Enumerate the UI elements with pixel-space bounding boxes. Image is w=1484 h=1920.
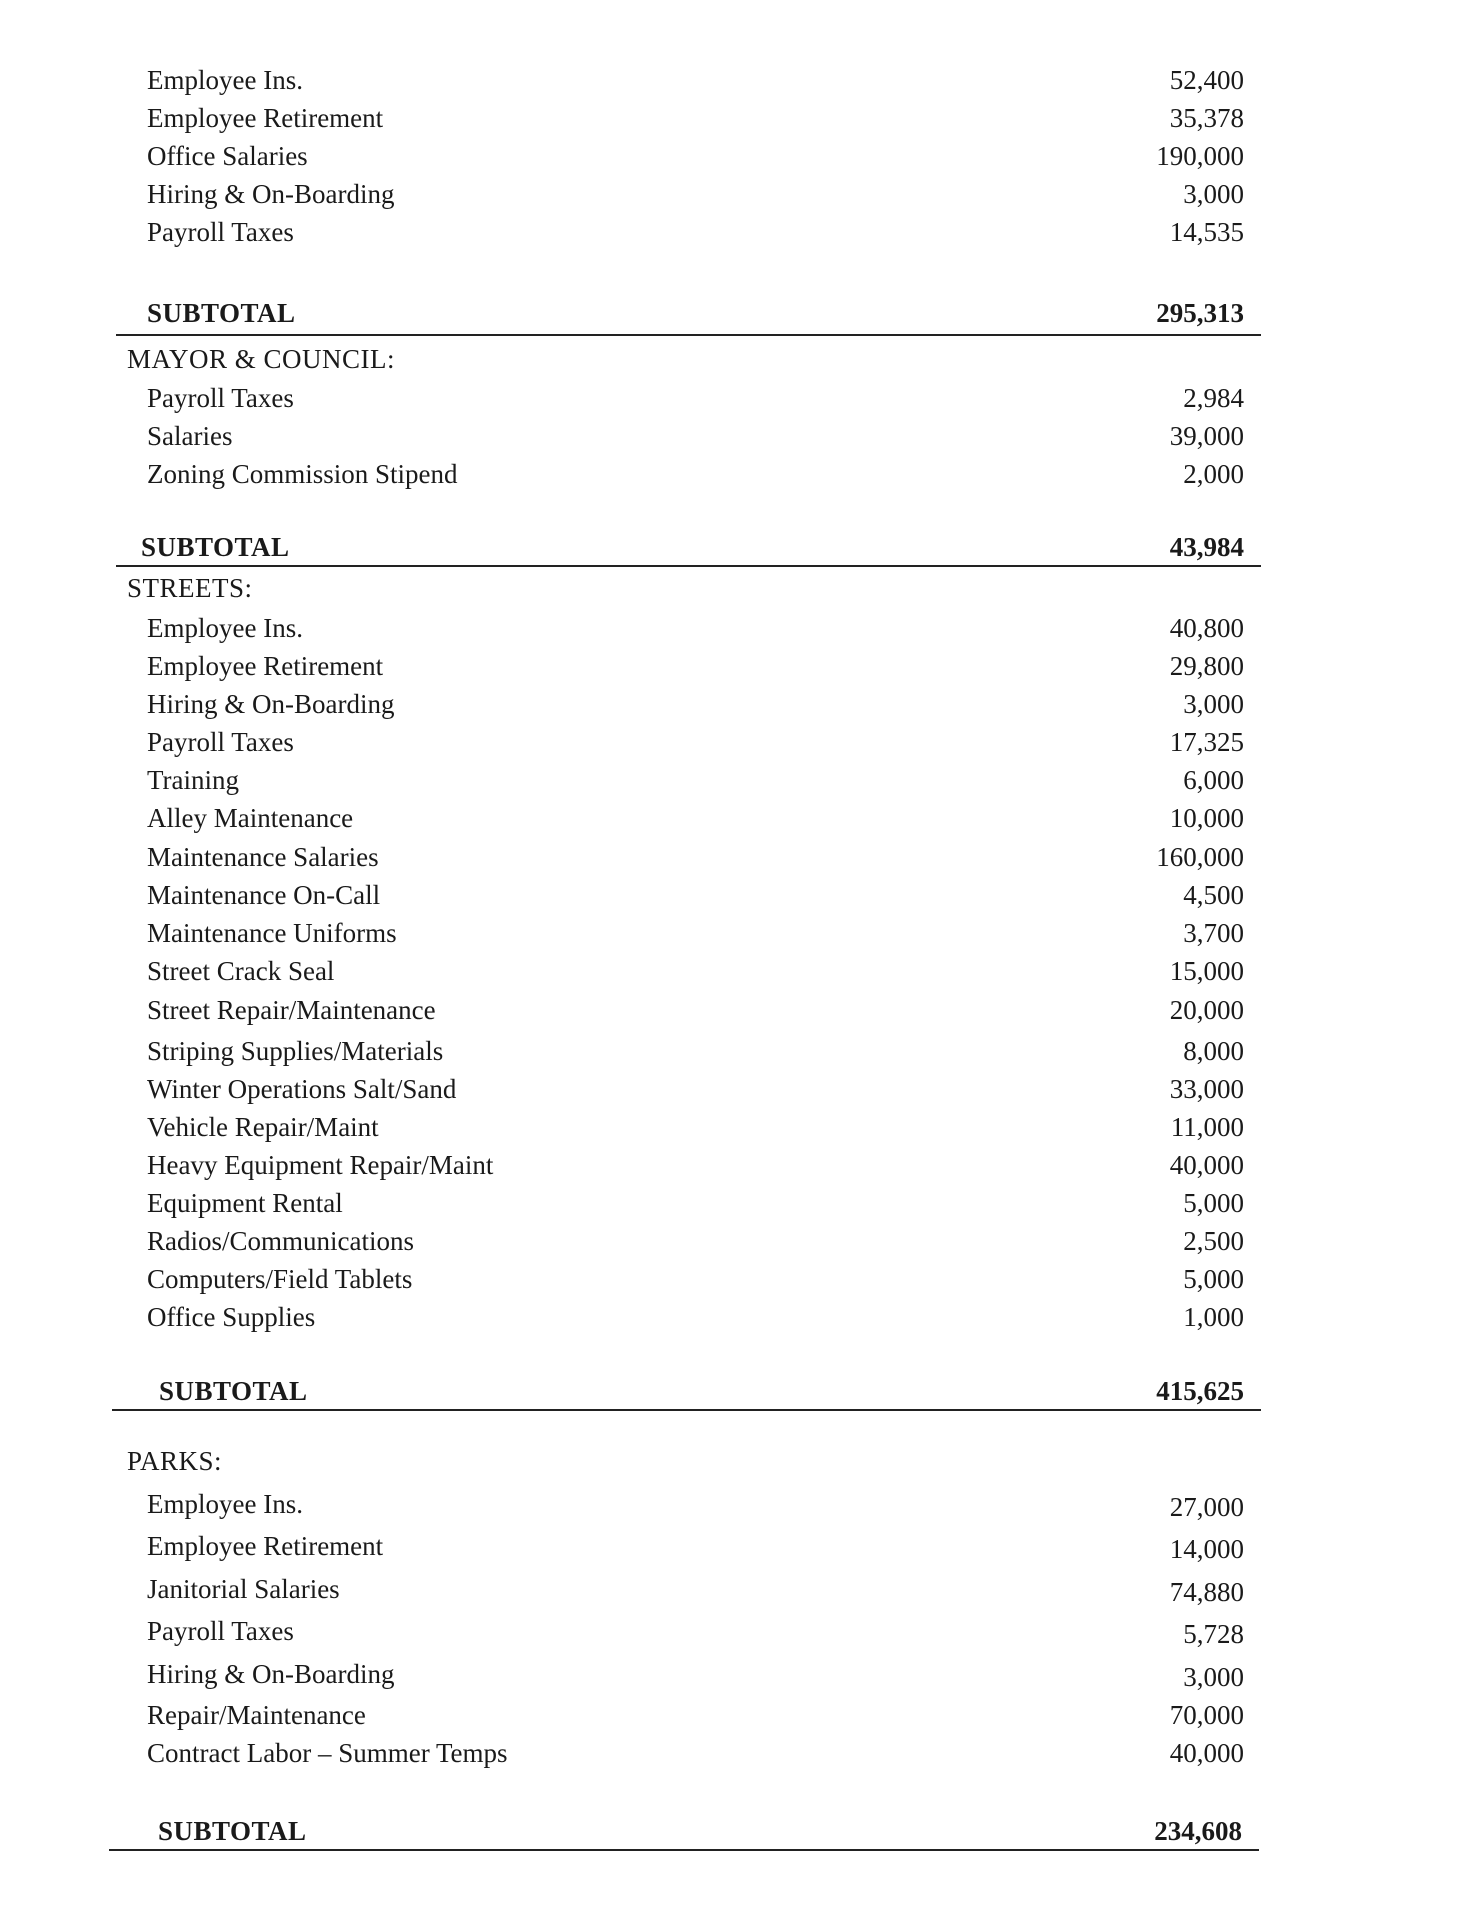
line-item-amount: 5,728 (1183, 1619, 1244, 1649)
line-item-amount: 17,325 (1169, 727, 1244, 757)
subtotal-row (0, 1814, 1484, 1848)
line-item-label: Office Supplies (147, 1302, 316, 1332)
subtotal-label: SUBTOTAL (141, 532, 290, 562)
subtotal-amount: 234,608 (1154, 1816, 1242, 1846)
line-item (0, 1186, 1484, 1220)
line-item-label: Repair/Maintenance (147, 1700, 366, 1730)
line-item-label: Zoning Commission Stipend (147, 459, 458, 489)
line-item-label: Alley Maintenance (147, 803, 354, 833)
line-item-amount: 160,000 (1156, 842, 1244, 872)
subtotal-row (0, 530, 1484, 564)
line-item (0, 1736, 1484, 1770)
line-item-amount: 2,000 (1183, 459, 1244, 489)
line-item-label: Striping Supplies/Materials (147, 1036, 444, 1066)
line-item (0, 1300, 1484, 1334)
line-item-label: Office Salaries (147, 141, 308, 171)
line-item (0, 687, 1484, 721)
line-item (0, 1617, 1484, 1651)
line-item-amount: 3,000 (1183, 1662, 1244, 1692)
line-item (0, 139, 1484, 173)
line-item-label: Training (147, 765, 240, 795)
line-item-label: Contract Labor – Summer Temps (147, 1738, 508, 1768)
line-item-amount: 2,984 (1183, 383, 1244, 413)
line-item-amount: 190,000 (1156, 141, 1244, 171)
line-item (0, 1575, 1484, 1609)
line-item-amount: 1,000 (1183, 1302, 1244, 1332)
line-item (0, 916, 1484, 950)
line-item-amount: 29,800 (1169, 651, 1244, 681)
line-item-amount: 5,000 (1183, 1188, 1244, 1218)
line-item-label: Employee Ins. (147, 613, 303, 643)
subtotal-amount: 43,984 (1169, 532, 1244, 562)
subtotal-rule (109, 1849, 1259, 1851)
line-item-label: Payroll Taxes (147, 1616, 294, 1646)
line-item-label: Hiring & On-Boarding (147, 689, 395, 719)
line-item (0, 611, 1484, 645)
line-item (0, 1262, 1484, 1296)
line-item (0, 993, 1484, 1027)
line-item-label: Employee Ins. (147, 65, 303, 95)
line-item-label: Vehicle Repair/Maint (147, 1112, 379, 1142)
line-item-label: Street Crack Seal (147, 956, 335, 986)
line-item (0, 1072, 1484, 1106)
line-item-label: Employee Retirement (147, 103, 384, 133)
line-item-amount: 35,378 (1169, 103, 1244, 133)
line-item-label: Equipment Rental (147, 1188, 343, 1218)
line-item (0, 763, 1484, 797)
subtotal-amount: 415,625 (1156, 1376, 1244, 1406)
line-item-amount: 40,800 (1169, 613, 1244, 643)
line-item (0, 1224, 1484, 1258)
line-item-label: Employee Retirement (147, 1531, 384, 1561)
line-item-amount: 74,880 (1169, 1577, 1244, 1607)
line-item-label: Payroll Taxes (147, 217, 294, 247)
line-item-label: Computers/Field Tablets (147, 1264, 413, 1294)
line-item (0, 1698, 1484, 1732)
line-item-label: Employee Ins. (147, 1489, 303, 1519)
section-heading: PARKS: (127, 1446, 223, 1476)
line-item-amount: 3,000 (1183, 689, 1244, 719)
subtotal-rule (116, 565, 1261, 567)
line-item-amount: 15,000 (1169, 956, 1244, 986)
line-item-amount: 39,000 (1169, 421, 1244, 451)
line-item-label: Street Repair/Maintenance (147, 995, 436, 1025)
subtotal-label: SUBTOTAL (147, 298, 296, 328)
line-item-amount: 10,000 (1169, 803, 1244, 833)
line-item (0, 177, 1484, 211)
line-item-amount: 27,000 (1169, 1492, 1244, 1522)
line-item-amount: 14,535 (1169, 217, 1244, 247)
line-item-amount: 20,000 (1169, 995, 1244, 1025)
line-item (0, 1110, 1484, 1144)
line-item-label: Heavy Equipment Repair/Maint (147, 1150, 494, 1180)
line-item-label: Payroll Taxes (147, 383, 294, 413)
subtotal-rule (116, 334, 1261, 336)
line-item-label: Maintenance On-Call (147, 880, 381, 910)
line-item-amount: 8,000 (1183, 1036, 1244, 1066)
line-item-amount: 6,000 (1183, 765, 1244, 795)
line-item-amount: 70,000 (1169, 1700, 1244, 1730)
line-item (0, 457, 1484, 491)
subtotal-amount: 295,313 (1156, 298, 1244, 328)
line-item (0, 954, 1484, 988)
line-item-amount: 33,000 (1169, 1074, 1244, 1104)
line-item-amount: 40,000 (1169, 1738, 1244, 1768)
line-item-label: Employee Retirement (147, 651, 384, 681)
line-item (0, 1490, 1484, 1524)
line-item (0, 215, 1484, 249)
line-item (0, 63, 1484, 97)
line-item (0, 419, 1484, 453)
line-item (0, 878, 1484, 912)
section-heading: STREETS: (127, 573, 253, 603)
line-item-amount: 3,000 (1183, 179, 1244, 209)
line-item-label: Salaries (147, 421, 233, 451)
line-item-label: Hiring & On-Boarding (147, 1659, 395, 1689)
line-item (0, 801, 1484, 835)
line-item (0, 840, 1484, 874)
subtotal-label: SUBTOTAL (158, 1816, 307, 1846)
section-heading: MAYOR & COUNCIL: (127, 344, 396, 374)
line-item (0, 1148, 1484, 1182)
line-item-amount: 14,000 (1169, 1534, 1244, 1564)
line-item (0, 1532, 1484, 1566)
line-item (0, 725, 1484, 759)
subtotal-rule (112, 1409, 1261, 1411)
line-item-amount: 40,000 (1169, 1150, 1244, 1180)
line-item-amount: 52,400 (1169, 65, 1244, 95)
line-item-label: Hiring & On-Boarding (147, 179, 395, 209)
line-item (0, 381, 1484, 415)
line-item-amount: 2,500 (1183, 1226, 1244, 1256)
line-item-amount: 3,700 (1183, 918, 1244, 948)
line-item-amount: 4,500 (1183, 880, 1244, 910)
line-item-label: Maintenance Salaries (147, 842, 379, 872)
line-item-label: Radios/Communications (147, 1226, 414, 1256)
line-item-amount: 11,000 (1170, 1112, 1244, 1142)
line-item-label: Maintenance Uniforms (147, 918, 397, 948)
subtotal-row (0, 1374, 1484, 1408)
line-item (0, 649, 1484, 683)
line-item (0, 101, 1484, 135)
subtotal-row (0, 296, 1484, 330)
line-item-amount: 5,000 (1183, 1264, 1244, 1294)
subtotal-label: SUBTOTAL (159, 1376, 308, 1406)
line-item-label: Payroll Taxes (147, 727, 294, 757)
line-item-label: Janitorial Salaries (147, 1574, 340, 1604)
line-item (0, 1034, 1484, 1068)
line-item (0, 1660, 1484, 1694)
line-item-label: Winter Operations Salt/Sand (147, 1074, 457, 1104)
